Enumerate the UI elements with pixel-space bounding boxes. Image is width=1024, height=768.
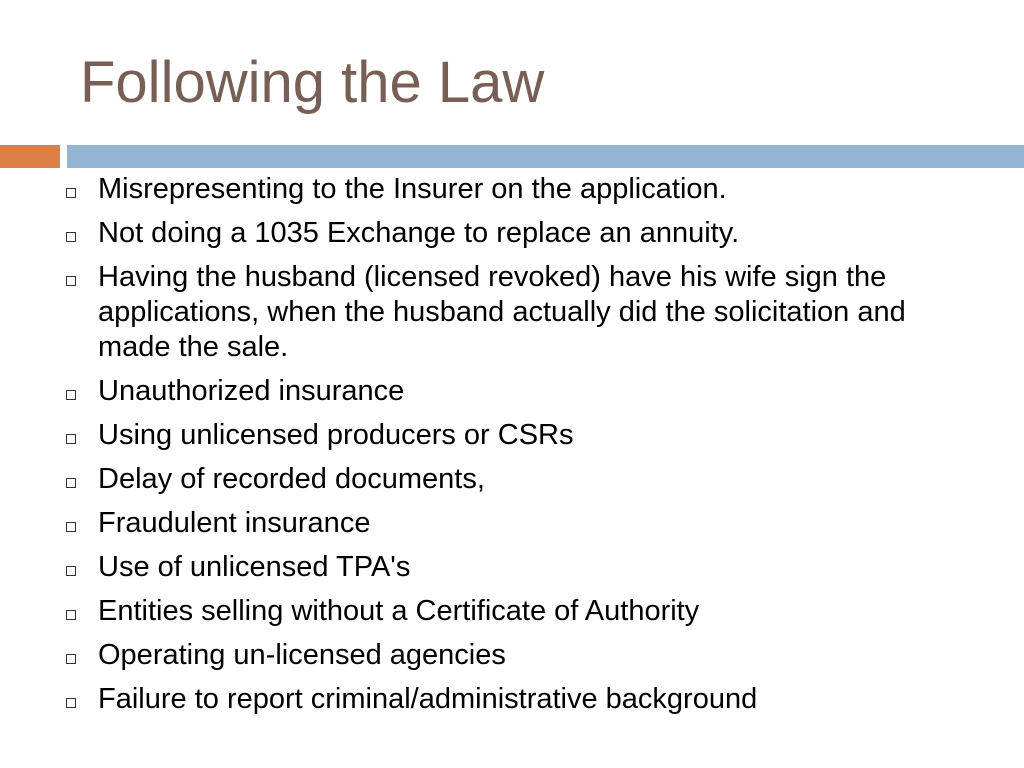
list-item xyxy=(60,550,960,585)
hollow-square-icon xyxy=(66,478,76,488)
bullet-text: Not doing a 1035 Exchange to replace an annuity. xyxy=(98,217,740,249)
hollow-square-icon xyxy=(66,390,76,400)
bullet-text: Failure to report criminal/administrative background xyxy=(98,683,758,715)
bullet-text: Having the husband (licensed revoked) have his wife sign the applications, when the husband actually did the solicitation and made the sale. xyxy=(98,261,906,363)
hollow-square-icon xyxy=(66,232,76,242)
hollow-square-icon xyxy=(66,610,76,620)
bullet-text: Unauthorized insurance xyxy=(98,375,405,407)
hollow-square-icon xyxy=(66,276,76,286)
bullet-text: Use of unlicensed TPA's xyxy=(98,551,411,583)
bullet-text: Operating un-licensed agencies xyxy=(98,639,506,671)
slide-title: Following the Law xyxy=(80,50,545,115)
list-item xyxy=(60,594,960,629)
list-item xyxy=(60,172,960,207)
hollow-square-icon xyxy=(66,654,76,664)
accent-bar-blue xyxy=(67,145,1024,168)
hollow-square-icon xyxy=(66,188,76,198)
bullet-list xyxy=(60,172,960,726)
bullet-text: Fraudulent insurance xyxy=(98,507,371,539)
bullet-text: Entities selling without a Certificate of Authority xyxy=(98,595,700,627)
list-item xyxy=(60,462,960,497)
bullet-text: Misrepresenting to the Insurer on the application. xyxy=(98,173,727,205)
list-item xyxy=(60,260,960,365)
hollow-square-icon xyxy=(66,434,76,444)
list-item xyxy=(60,216,960,251)
list-item xyxy=(60,682,960,717)
list-item xyxy=(60,418,960,453)
bullet-text: Delay of recorded documents, xyxy=(98,463,485,495)
accent-bar-orange xyxy=(0,145,60,168)
list-item xyxy=(60,374,960,409)
hollow-square-icon xyxy=(66,522,76,532)
list-item xyxy=(60,638,960,673)
bullet-text: Using unlicensed producers or CSRs xyxy=(98,419,574,451)
hollow-square-icon xyxy=(66,566,76,576)
list-item xyxy=(60,506,960,541)
hollow-square-icon xyxy=(66,698,76,708)
